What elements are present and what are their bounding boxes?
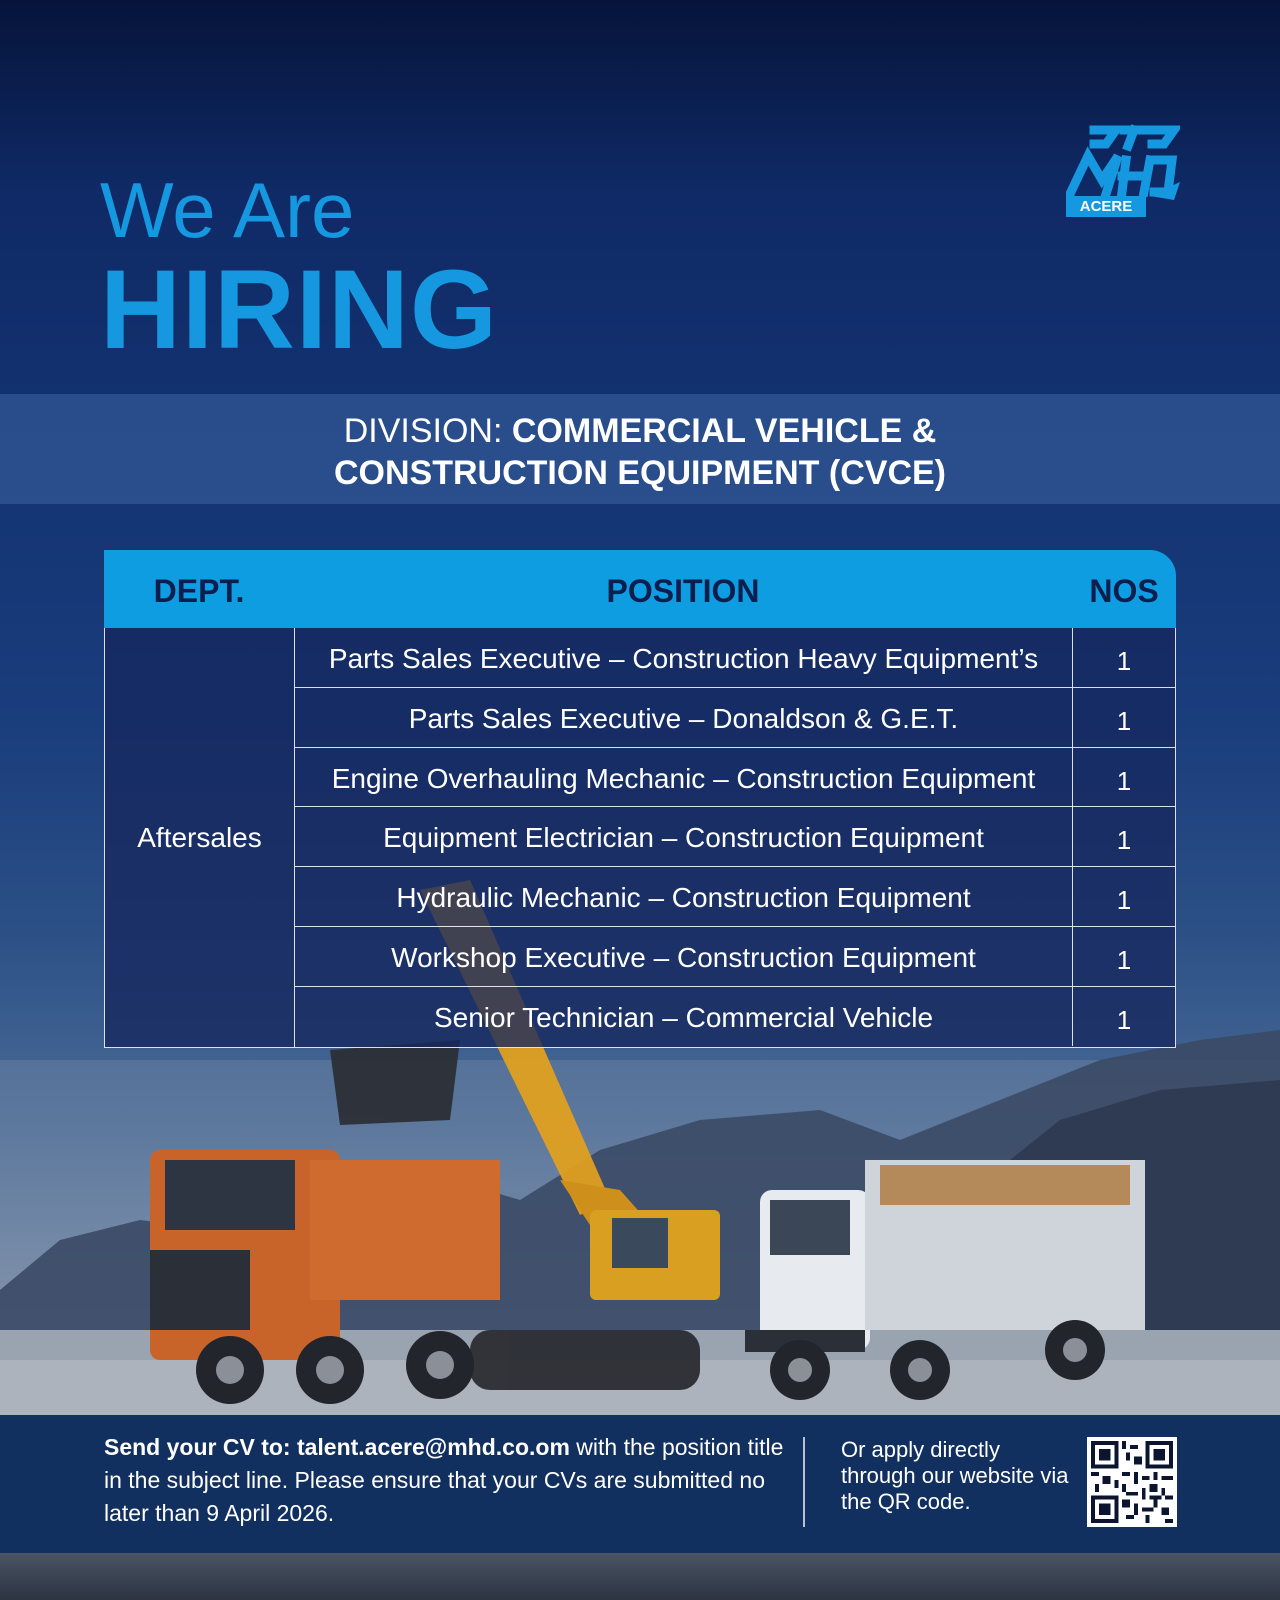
table-row bbox=[295, 688, 1175, 748]
header-dept: DEPT. bbox=[153, 573, 245, 609]
footer-divider bbox=[803, 1437, 805, 1527]
cv-instructions bbox=[104, 1431, 784, 1530]
nos-cell: 1 bbox=[1116, 765, 1132, 796]
division-line-1 bbox=[0, 410, 1280, 452]
nos-cell: 1 bbox=[1116, 1004, 1132, 1035]
position-cell: Workshop Executive – Construction Equipment bbox=[295, 927, 1073, 986]
company-logo bbox=[1066, 120, 1180, 220]
table-row bbox=[295, 748, 1175, 808]
table-header bbox=[104, 550, 1176, 628]
table-row bbox=[295, 867, 1175, 927]
nos-cell: 1 bbox=[1116, 705, 1132, 736]
apply-online-text: Or apply directly through our website via the QR code. bbox=[841, 1437, 1069, 1514]
nos-cell: 1 bbox=[1116, 825, 1132, 856]
send-cv-label: Send your CV to: bbox=[104, 1434, 291, 1460]
division-banner bbox=[0, 394, 1280, 504]
qr-code[interactable] bbox=[1087, 1437, 1177, 1527]
position-cell: Senior Technician – Commercial Vehicle bbox=[295, 987, 1073, 1046]
nos-cell: 1 bbox=[1116, 885, 1132, 916]
dept-cell: Aftersales bbox=[105, 628, 295, 1047]
position-cell: Parts Sales Executive – Donaldson & G.E.T. bbox=[295, 688, 1073, 747]
header-nos: NOS bbox=[1089, 573, 1159, 609]
division-label: DIVISION: bbox=[343, 412, 503, 450]
table-row bbox=[295, 987, 1175, 1047]
position-cell: Equipment Electrician – Construction Equipment bbox=[295, 807, 1073, 866]
position-cell: Parts Sales Executive – Construction Heavy Equipment’s bbox=[295, 628, 1073, 687]
logo-badge: ACERE bbox=[1066, 196, 1146, 217]
division-line-2 bbox=[0, 452, 1280, 494]
dump-truck bbox=[150, 1150, 500, 1404]
nos-cell: 1 bbox=[1116, 944, 1132, 975]
headline-hiring: HIRING bbox=[100, 247, 498, 372]
logo-mark-icon bbox=[1066, 120, 1180, 200]
position-cell: Engine Overhauling Mechanic – Construction Equipment bbox=[295, 748, 1073, 807]
nos-cell: 1 bbox=[1116, 646, 1132, 676]
table-row bbox=[295, 807, 1175, 867]
table-rows bbox=[295, 628, 1175, 1047]
division-name-part-1: COMMERCIAL VEHICLE & bbox=[511, 412, 937, 450]
cv-instructions-text: with the position title in the subject line. Please ensure that your CVs are submitted no later than 9 April 2026. bbox=[104, 1434, 784, 1526]
ground-strip bbox=[0, 1553, 1280, 1600]
table-body bbox=[104, 628, 1176, 1048]
positions-table bbox=[104, 550, 1176, 1048]
position-cell: Hydraulic Mechanic – Construction Equipment bbox=[295, 867, 1073, 926]
header-position: POSITION bbox=[606, 573, 760, 609]
email-link[interactable]: talent.acere@mhd.co.om bbox=[296, 1434, 570, 1460]
qr-code-icon bbox=[1091, 1441, 1173, 1523]
table-row bbox=[295, 628, 1175, 688]
table-row bbox=[295, 927, 1175, 987]
division-name-part-2: CONSTRUCTION EQUIPMENT (CVCE) bbox=[334, 454, 946, 492]
headline-we-are: We Are bbox=[100, 166, 355, 254]
cargo-truck bbox=[745, 1160, 1145, 1400]
footer-bar bbox=[0, 1415, 1280, 1553]
